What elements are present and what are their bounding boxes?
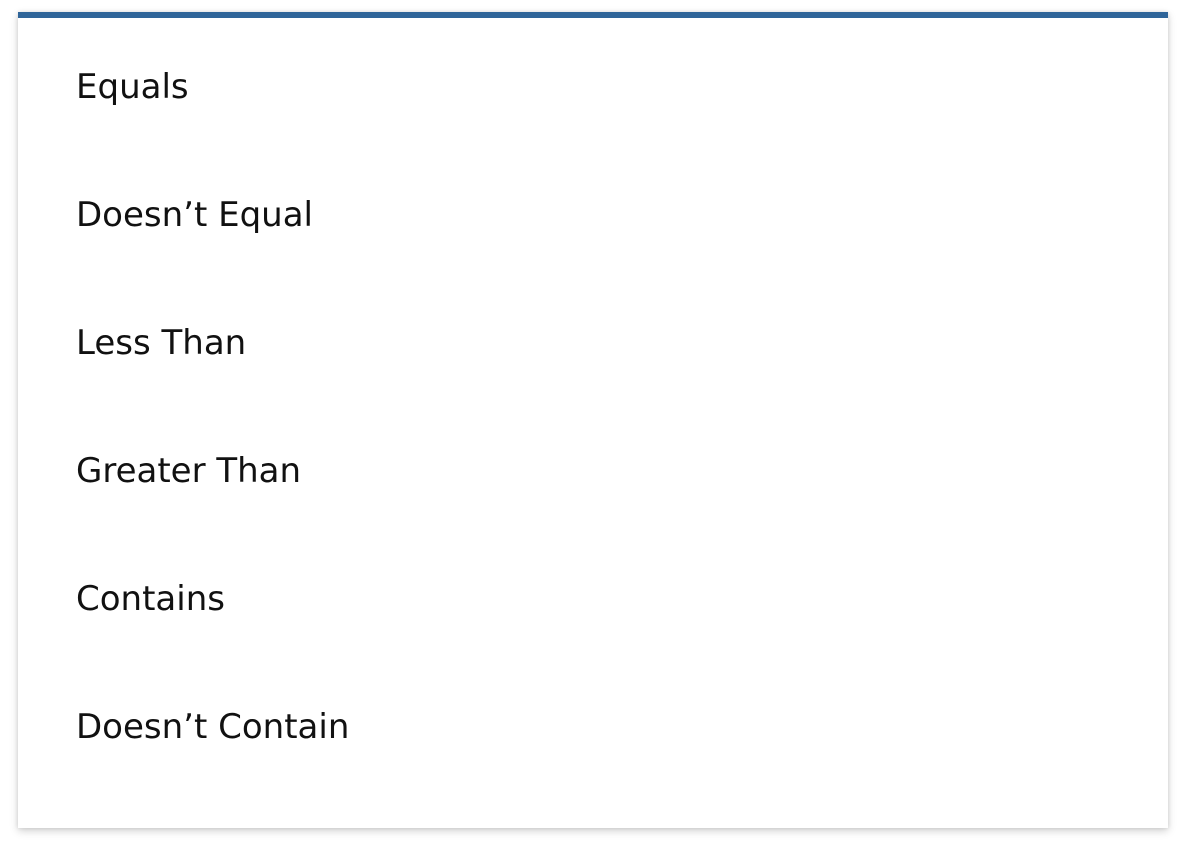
option-label: Equals [76, 67, 189, 107]
condition-dropdown-menu [18, 12, 1168, 828]
option-equals[interactable] [18, 23, 1168, 151]
option-label: Less Than [76, 323, 247, 363]
option-label: Doesn’t Equal [76, 195, 314, 235]
option-greater-than[interactable] [18, 407, 1168, 535]
option-doesnt-contain[interactable] [18, 663, 1168, 791]
option-doesnt-equal[interactable] [18, 151, 1168, 279]
option-less-than[interactable] [18, 279, 1168, 407]
option-label: Doesn’t Contain [76, 707, 350, 747]
option-label: Greater Than [76, 451, 302, 491]
option-label: Contains [76, 579, 225, 619]
option-contains[interactable] [18, 535, 1168, 663]
condition-option-list [18, 23, 1168, 791]
